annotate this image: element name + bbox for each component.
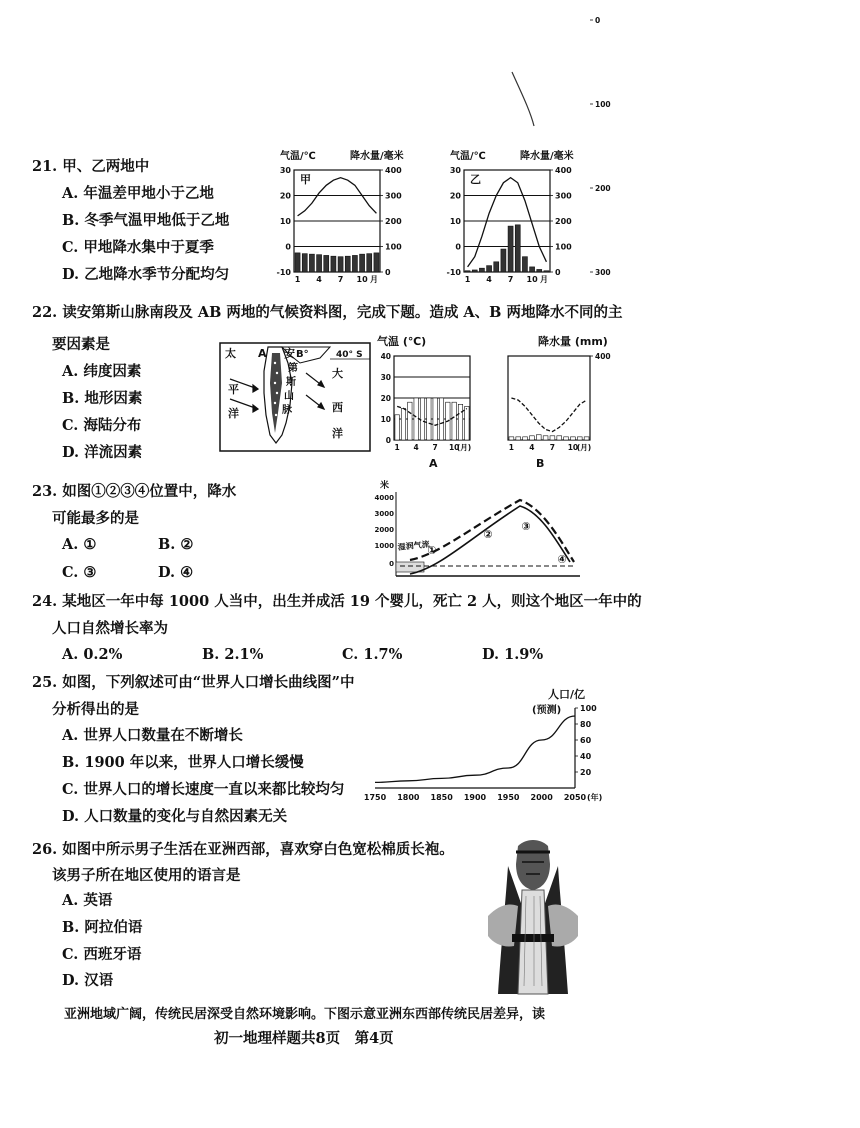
chart-乙-month-tick: 7 [507,275,514,284]
chart-A-month-tick: (月) [456,443,472,452]
chart-yi-temp-label: 气温/℃ [450,151,486,162]
q24-option-c: C. 1.7% [342,646,403,663]
chart-乙-precip-bar [515,225,520,272]
chart-B-precip-tick: 200 [595,184,611,193]
chart-B-precip-bar [571,437,576,440]
map-label-si: 斯 [286,377,296,388]
chart-A-temp-tick: 10 [380,415,391,424]
chart-A-temp-tick: 20 [380,394,391,403]
q23-ytick-1000: 1000 [374,542,394,550]
stray-pen-mark [510,70,540,130]
chart-乙-precip-bar [522,257,527,272]
map-label-b: B° [296,349,309,360]
point-2: ② [483,528,493,541]
q23-y-unit: 米 [380,481,390,491]
climate-chart-jia [270,160,420,290]
q21-option-b: B. 冬季气温甲地低于乙地 [62,212,230,229]
page-footer: 初一地理样题共8页 第4页 [214,1030,394,1047]
chart-甲-precip-bar [324,255,329,272]
chart-B-precip-bar [577,437,582,440]
q26-stem-line2: 该男子所在地区使用的语言是 [52,867,241,884]
q25-option-b: B. 1900 年以来，世界人口增长缓慢 [62,754,304,771]
chart-甲-precip-bar [331,256,336,272]
map-label-mai: 脉 [282,405,292,416]
chart-A-temp-tick: 40 [380,352,391,361]
chart-B-precip-tick: 100 [595,100,611,109]
chart-乙-precip-tick: 100 [555,242,572,252]
chart-甲-precip-tick: 100 [385,242,402,252]
chart-乙-temp-tick: 30 [449,166,461,175]
chart-A-month-tick: 10 [448,443,460,452]
q21-option-a: A. 年温差甲地小于乙地 [62,185,214,202]
map-label-ping: 平 [228,383,239,396]
q26-stem-line1: 26. 如图中所示男子生活在亚洲西部，喜欢穿白色宽松棉质长袍。 [32,841,454,858]
chart-A-precip-bar [452,402,456,440]
world-population-chart [365,700,615,812]
pop-y-tick: 20 [580,768,592,777]
chart-乙-precip-bar [537,269,542,272]
chart-乙-precip-bar [544,271,549,272]
chart-B-precip-bar [523,437,528,440]
q23-option-d: D. ④ [158,564,194,581]
chart-乙-temp-tick: -10 [446,268,461,277]
pop-y-tick: 60 [580,736,592,745]
chart-乙-temp-tick: 10 [449,217,461,226]
chart-乙-precip-bar [487,266,492,272]
map-label-tai: 太 [225,347,236,360]
pop-x-tick: 1800 [397,793,420,802]
chart-乙-month-tick: 10 [526,275,538,284]
chart-甲-month-tick: 1 [294,275,301,284]
chart-yi-precip-label: 降水量/毫米 [520,151,574,162]
q25-option-d: D. 人口数量的变化与自然因素无关 [62,808,288,825]
pop-x-tick: 2050 [563,793,587,802]
chart-jia-temp-label: 气温/℃ [280,151,316,162]
chart-乙-precip-bar [501,249,506,272]
chart-A-precip-bar [401,409,405,441]
chart-乙-month-tick: 1 [464,275,471,284]
pop-y-tick: 100 [580,704,597,713]
chart-B-precip-bar [564,437,569,440]
chart-甲-month-tick: 10 [356,275,368,284]
q22-option-a: A. 纬度因素 [62,363,142,380]
chart-甲-month-tick: 月 [370,275,378,284]
q22-temp-label: 气温 (℃) [377,335,427,348]
chart-A-precip-bar [395,415,399,440]
pop-x-unit: (年) [587,793,603,802]
q24-option-d: D. 1.9% [482,646,544,663]
q26-option-a: A. 英语 [62,892,113,909]
q25-y-label: 人口/亿 [548,688,586,701]
chart-甲-precip-bar [345,256,350,272]
chart-B-precip-tick: 400 [595,352,611,361]
chart-乙-precip-tick: 0 [555,268,561,277]
chart-B-month-tick: 7 [549,443,556,452]
point-4: ④ [557,553,567,566]
q23-option-b: B. ② [158,536,194,553]
map-label-shan: 山 [284,391,294,402]
chart-B-frame [508,356,590,440]
point-1: ① [427,544,437,557]
chart-A-month-tick: 1 [394,443,400,452]
chart-B-month-tick: 10 [567,443,579,452]
q24-stem-line1: 24. 某地区一年中每 1000 人当中，出生并成活 19 个婴儿，死亡 2 人，则这个地区一年中的 [32,593,642,610]
chart-A-precip-bar [408,402,412,440]
chart-乙-temp-tick: 0 [455,242,461,252]
chart-甲-precip-bar [367,254,372,272]
q23-stem-line1: 23. 如图①②③④位置中，降水 [32,483,237,500]
chart-甲-temp-tick: 30 [279,166,291,175]
wind-label: 湿润气流 [397,539,431,552]
q25-forecast: (预测) [532,705,562,716]
chart-乙-precip-bar [508,226,513,272]
chart-乙-precip-bar [530,267,535,272]
map-label-da: 大 [332,367,343,380]
q25-stem-line2: 分析得出的是 [52,701,139,718]
chart-甲-precip-bar [295,253,300,272]
mountain-profile-diagram [370,478,610,583]
chart-A-precip-bar [458,404,462,440]
q21-stem: 21. 甲、乙两地中 [32,158,150,175]
chart-甲-precip-bar [374,253,379,272]
chart-乙-place-label: 乙 [470,173,481,186]
chart-A-temp-tick: 0 [385,436,391,445]
chart-A-temp-tick: 30 [380,373,391,382]
map-label-yang: 洋 [228,407,239,420]
q23-option-a: A. ① [62,536,97,553]
chart-B-precip-tick: 300 [595,268,611,277]
q21-option-c: C. 甲地降水集中于夏季 [62,239,214,256]
chart-b-label: B [536,457,545,470]
climate-chart-yi [440,160,590,290]
chart-乙-precip-bar [479,268,484,272]
chart-甲-precip-bar [309,254,314,272]
chart-甲-precip-tick: 200 [385,217,402,226]
q25-option-a: A. 世界人口数量在不断增长 [62,727,243,744]
chart-乙-month-tick: 月 [540,275,548,284]
chart-甲-precip-bar [302,254,307,272]
chart-乙-precip-bar [494,262,499,272]
q23-ytick-0: 0 [389,560,394,568]
chart-A-precip-bar [465,406,469,440]
chart-a-label: A [429,457,438,470]
chart-乙-precip-tick: 300 [555,191,572,201]
chart-B-month-tick: 4 [529,443,535,452]
chart-甲-temp-tick: -10 [276,268,291,277]
q22-option-c: C. 海陆分布 [62,417,142,434]
q26-option-b: B. 阿拉伯语 [62,919,143,936]
q24-option-a: A. 0.2% [62,646,123,663]
chart-甲-precip-tick: 300 [385,191,402,201]
chart-甲-precip-bar [360,254,365,272]
q25-stem-line1: 25. 如图，下列叙述可由“世界人口增长曲线图”中 [32,674,355,691]
q26-option-c: C. 西班牙语 [62,946,142,963]
map-label-lat: 40° S [336,350,363,360]
pop-x-tick: 1900 [463,793,487,802]
climate-chart-a [372,350,482,460]
chart-乙-month-tick: 4 [486,275,492,284]
q23-ytick-4000: 4000 [374,494,394,502]
chart-乙-precip-bar [465,271,470,272]
q26-option-d: D. 汉语 [62,972,114,989]
map-label-yang2: 洋 [332,427,343,440]
chart-乙-precip-tick: 200 [555,217,572,226]
q22-option-b: B. 地形因素 [62,390,143,407]
chart-乙-precip-bar [472,270,477,272]
chart-甲-precip-tick: 0 [385,268,391,277]
chart-A-precip-bar [433,398,437,440]
pop-x-tick: 1950 [497,793,520,802]
chart-A-precip-bar [420,398,424,440]
pop-curve [375,716,575,782]
chart-B-precip-bar [543,436,548,440]
chart-甲-month-tick: 7 [337,275,344,284]
map-label-a: A [258,347,267,360]
pop-x-tick: 1750 [363,793,387,802]
arab-man-photo [478,836,588,996]
map-label-xi: 西 [332,401,343,414]
pop-y-tick: 80 [580,720,592,729]
chart-甲-temp-tick: 20 [279,191,291,201]
q24-option-b: B. 2.1% [202,646,264,663]
pop-x-tick: 1850 [430,793,453,802]
chart-B-precip-bar [509,437,514,440]
q22-precip-label: 降水量 (mm) [538,335,608,348]
chart-B-precip-tick: 0 [595,16,601,25]
q23-option-c: C. ③ [62,564,97,581]
q23-stem-line2: 可能最多的是 [52,510,139,527]
chart-甲-temp-tick: 10 [279,217,291,226]
chart-甲-precip-bar [352,255,357,272]
chart-A-month-tick: 4 [413,443,419,452]
chart-A-precip-bar [427,398,431,440]
q22-stem-line2: 要因素是 [52,336,110,353]
chart-甲-precip-tick: 400 [385,166,402,175]
chart-B-month-tick: (月) [576,443,592,452]
chart-B-precip-bar [584,437,589,440]
next-section-intro: 亚洲地域广阔，传统民居深受自然环境影响。下图示意亚洲东西部传统民居差异，读 [64,1007,546,1022]
chart-甲-precip-bar [338,257,343,272]
chart-B-precip-bar [536,435,541,440]
chart-甲-place-label: 甲 [300,173,311,186]
andes-map [220,343,370,451]
q25-option-c: C. 世界人口的增长速度一直以来都比较均匀 [62,781,345,798]
chart-B-month-tick: 1 [508,443,515,452]
point-3: ③ [521,520,531,533]
chart-B-precip-bar [530,436,535,440]
q21-option-d: D. 乙地降水季节分配均匀 [62,266,230,283]
map-label-an: 安 [284,347,295,360]
chart-B-precip-bar [516,437,521,440]
chart-jia-precip-label: 降水量/毫米 [350,151,404,162]
chart-B-precip-bar [550,436,555,440]
q22-option-d: D. 洋流因素 [62,444,143,461]
chart-B-precip-bar [557,436,562,440]
chart-乙-precip-tick: 400 [555,166,572,175]
pop-x-tick: 2000 [530,793,553,802]
q23-ytick-3000: 3000 [374,510,394,518]
chart-A-month-tick: 7 [432,443,438,452]
pop-y-tick: 40 [580,752,592,761]
chart-甲-month-tick: 4 [316,275,322,284]
chart-A-precip-bar [439,398,443,440]
q23-ytick-2000: 2000 [374,526,394,534]
chart-甲-temp-tick: 0 [285,242,291,252]
chart-甲-precip-bar [317,255,322,272]
map-label-di: 第 [288,363,298,374]
chart-乙-temp-tick: 20 [449,191,461,201]
chart-A-precip-bar [414,398,418,440]
q24-stem-line2: 人口自然增长率为 [52,620,168,637]
q22-stem-line1: 22. 读安第斯山脉南段及 AB 两地的气候资料图，完成下题。造成 A、B 两地降水不同的主 [32,304,623,321]
